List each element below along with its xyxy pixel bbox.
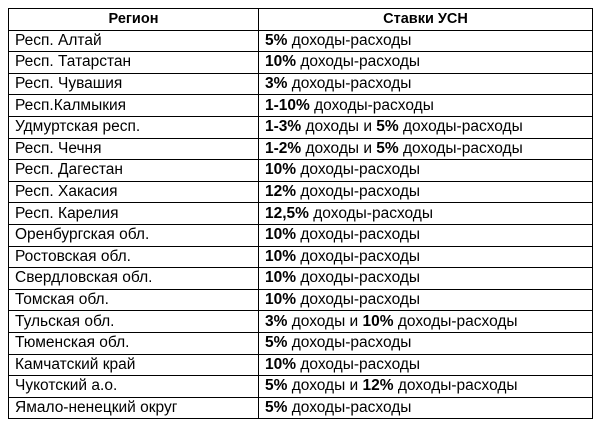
table-row xyxy=(9,73,593,95)
region-cell: Чукотский а.о. xyxy=(9,376,259,398)
rate-percent: 10% xyxy=(265,269,297,287)
region-cell: Ростовская обл. xyxy=(9,246,259,268)
rate-text: доходы и xyxy=(287,312,363,330)
rates-table-container xyxy=(8,8,593,419)
rate-cell xyxy=(259,246,593,268)
rate-percent: 5% xyxy=(376,139,399,157)
rate-cell xyxy=(259,160,593,182)
rate-text: доходы-расходы xyxy=(296,291,421,309)
rate-percent: 10% xyxy=(265,291,297,309)
rate-cell xyxy=(259,354,593,376)
rate-percent: 3% xyxy=(265,75,288,93)
region-cell: Респ. Алтай xyxy=(9,30,259,52)
rate-percent: 10% xyxy=(265,161,297,179)
rate-text: доходы-расходы xyxy=(309,96,434,114)
rate-text: доходы-расходы xyxy=(287,75,412,93)
region-cell: Свердловская обл. xyxy=(9,268,259,290)
rate-text: доходы-расходы xyxy=(287,398,412,416)
rate-percent: 5% xyxy=(265,334,288,352)
rate-percent: 1-3% xyxy=(265,118,302,136)
table-row xyxy=(9,224,593,246)
rate-text: доходы-расходы xyxy=(287,31,412,49)
table-row xyxy=(9,311,593,333)
table-row xyxy=(9,203,593,225)
rate-cell xyxy=(259,203,593,225)
rate-text: доходы-расходы xyxy=(296,247,421,265)
region-cell: Тульская обл. xyxy=(9,311,259,333)
rate-cell xyxy=(259,289,593,311)
table-row xyxy=(9,116,593,138)
table-body xyxy=(9,30,593,419)
rate-text: доходы-расходы xyxy=(398,139,523,157)
region-cell: Респ. Чувашия xyxy=(9,73,259,95)
region-cell: Удмуртская респ. xyxy=(9,116,259,138)
table-row xyxy=(9,30,593,52)
table-row xyxy=(9,289,593,311)
rate-text: доходы-расходы xyxy=(296,183,421,201)
rate-percent: 10% xyxy=(265,226,297,244)
rate-percent: 5% xyxy=(265,398,288,416)
rate-percent: 10% xyxy=(265,355,297,373)
rate-percent: 12% xyxy=(265,183,297,201)
header-row xyxy=(9,9,593,31)
rate-cell xyxy=(259,181,593,203)
rate-text: доходы-расходы xyxy=(393,377,518,395)
table-row xyxy=(9,397,593,419)
rate-text: доходы-расходы xyxy=(393,312,518,330)
table-row xyxy=(9,181,593,203)
rate-text: доходы-расходы xyxy=(296,355,421,373)
rate-cell xyxy=(259,138,593,160)
rate-text: доходы-расходы xyxy=(296,226,421,244)
rate-cell xyxy=(259,30,593,52)
rate-percent: 1-10% xyxy=(265,96,310,114)
header-rate: Ставки УСН xyxy=(259,9,593,31)
table-row xyxy=(9,52,593,74)
rate-percent: 10% xyxy=(265,53,297,71)
region-cell: Респ. Дагестан xyxy=(9,160,259,182)
region-cell: Респ. Карелия xyxy=(9,203,259,225)
header-region: Регион xyxy=(9,9,259,31)
region-cell: Оренбургская обл. xyxy=(9,224,259,246)
rate-text: доходы-расходы xyxy=(296,161,421,179)
table-row xyxy=(9,332,593,354)
region-cell: Респ. Татарстан xyxy=(9,52,259,74)
rate-cell xyxy=(259,376,593,398)
rate-cell xyxy=(259,397,593,419)
rate-cell xyxy=(259,311,593,333)
rate-text: доходы-расходы xyxy=(287,334,412,352)
rate-text: доходы-расходы xyxy=(308,204,433,222)
rate-text: доходы и xyxy=(301,139,377,157)
region-cell: Камчатский край xyxy=(9,354,259,376)
rate-text: доходы-расходы xyxy=(398,118,523,136)
table-row xyxy=(9,268,593,290)
rate-cell xyxy=(259,116,593,138)
rate-cell xyxy=(259,332,593,354)
rate-percent: 1-2% xyxy=(265,139,302,157)
rate-text: доходы-расходы xyxy=(296,53,421,71)
usn-rates-table xyxy=(8,8,593,419)
rate-percent: 12% xyxy=(362,377,394,395)
rate-cell xyxy=(259,73,593,95)
region-cell: Ямало-ненецкий округ xyxy=(9,397,259,419)
table-row xyxy=(9,95,593,117)
table-row xyxy=(9,354,593,376)
region-cell: Респ.Калмыкия xyxy=(9,95,259,117)
region-cell: Респ. Хакасия xyxy=(9,181,259,203)
region-cell: Тюменская обл. xyxy=(9,332,259,354)
table-row xyxy=(9,138,593,160)
rate-percent: 5% xyxy=(265,31,288,49)
table-row xyxy=(9,246,593,268)
rate-text: доходы и xyxy=(301,118,377,136)
region-cell: Томская обл. xyxy=(9,289,259,311)
rate-percent: 5% xyxy=(376,118,399,136)
rate-percent: 10% xyxy=(265,247,297,265)
rate-cell xyxy=(259,224,593,246)
rate-text: доходы-расходы xyxy=(296,269,421,287)
rate-cell xyxy=(259,95,593,117)
rate-percent: 3% xyxy=(265,312,288,330)
rate-cell xyxy=(259,52,593,74)
rate-percent: 12,5% xyxy=(265,204,309,222)
table-row xyxy=(9,376,593,398)
rate-text: доходы и xyxy=(287,377,363,395)
rate-percent: 5% xyxy=(265,377,288,395)
table-row xyxy=(9,160,593,182)
rate-percent: 10% xyxy=(362,312,394,330)
rate-cell xyxy=(259,268,593,290)
region-cell: Респ. Чечня xyxy=(9,138,259,160)
